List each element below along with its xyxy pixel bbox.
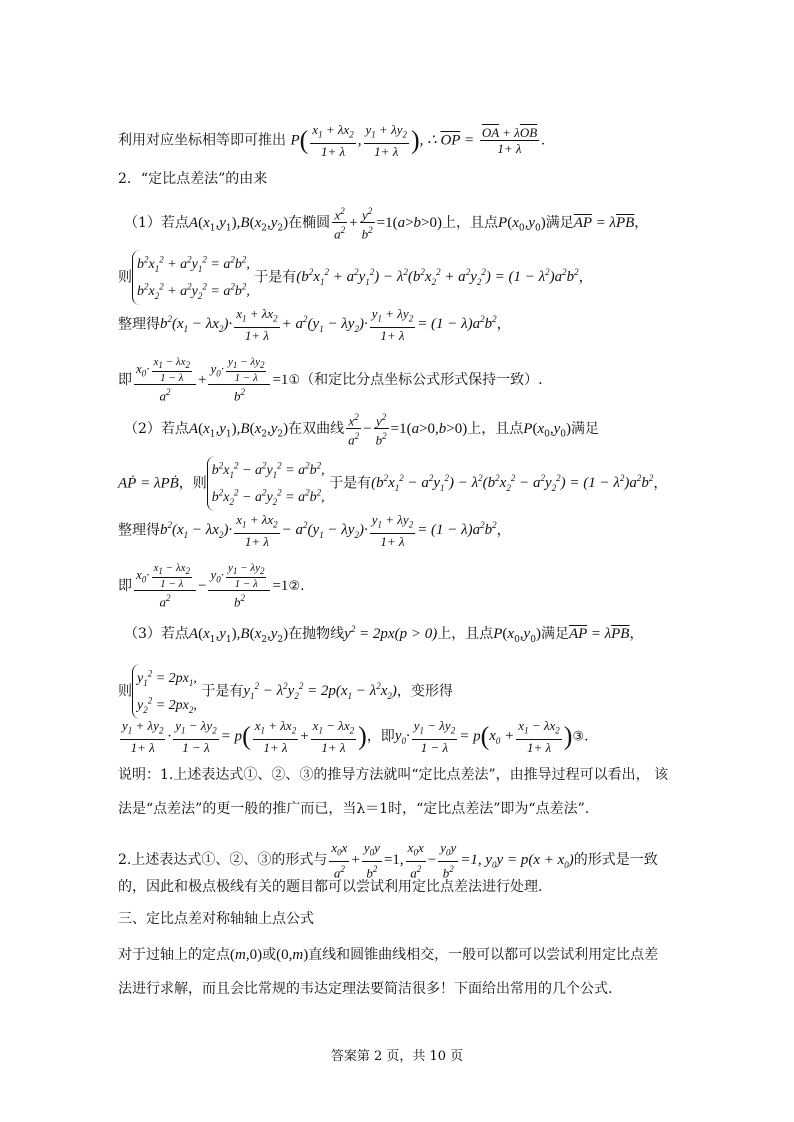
- text: 于是有: [201, 683, 244, 700]
- text: 则: [118, 269, 132, 286]
- text: 2.上述表达式①、②、③的形式与: [118, 851, 328, 868]
- text: 在椭圆: [288, 214, 331, 231]
- text: （1）若点: [124, 214, 189, 231]
- text: 上，且点: [442, 214, 499, 231]
- text: 上，且点: [437, 626, 494, 642]
- note-4: 的，因此和极点极线有关的题目都可以尝试利用定比点差法进行处理.: [118, 879, 543, 895]
- line-7: （2）若点$A(x_1,y_1),B(x_2,y_2)$在双曲线 $\frac{x^2}{a^2}$ − $\frac{y^2}{b^2}$ =1(a>0,b>0)上，且点$P(x_0,y_0)$满足: [124, 412, 599, 448]
- text: 对于过轴上的定点: [118, 947, 230, 963]
- line-6: 即 $x_0\cdot$ $\frac{x_1 - \lambda x_2}{1 - \lambda}$ $a^2$ + $y_0\cdot$ $\frac{y_1 - \lambda y_2}{1 - \lambda}$ $b^2$ =1①（和定比分点坐标公式形式保持一致）.: [118, 356, 543, 404]
- page-footer: 答案第 2 页，共 10 页: [330, 1049, 464, 1064]
- text: 整理得: [118, 522, 160, 539]
- text: 在双曲线: [288, 420, 345, 437]
- text: 的形式是一致: [573, 851, 658, 868]
- para-2: 法进行求解，而且会比常规的韦达定理法要简洁很多！下面给出常用的几个公式.: [118, 981, 613, 997]
- text: 满足: [540, 626, 569, 642]
- text: 满足: [571, 420, 599, 437]
- line-10: 即 $x_0\cdot$ $\frac{x_1 - \lambda x_2}{1 - \lambda}$ $a^2$ − $y_0\cdot$ $\frac{y_1 - \lambda y_2}{1 - \lambda}$ $b^2$ =1②.: [118, 562, 305, 610]
- text: 则: [118, 683, 132, 700]
- text: 在抛物线: [288, 626, 345, 642]
- para-1: 对于过轴上的定点(m,0)或(0,m)直线和圆锥曲线相交，一般可以都可以尝试利用定比点差: [118, 947, 659, 963]
- text: （3）若点: [124, 626, 189, 642]
- text: 上，且点: [467, 420, 524, 437]
- note-2: 法是“点差法”的更一般的推广而已，当λ＝1时，“定比点差法”即为“点差法”.: [118, 801, 590, 817]
- text: ，变形得: [396, 683, 453, 700]
- text: 于是有: [329, 475, 372, 492]
- text: ，则: [178, 475, 207, 492]
- line-1: 利用对应坐标相等即可推出 P( $\frac{x_1 + \lambda x_2}{1+ \lambda}$ , $\frac{y_1 + \lambda y_2}{1+ \lambda}$ ), ∴ $\overline{OP}$ = $\frac{\overline{OA} + \lambda\overline{OB}}{1+ \lambda}$ .: [118, 122, 545, 159]
- line-12: 则$y_1^2 = 2px_1$, $y_2^2 = 2px_2$, 于是有$y_1^2 - \lambda^2y_2^2 = 2p(x_1 - \lambda^2x_2)$，变形得: [118, 664, 453, 719]
- text: （和定比分点坐标公式形式保持一致）.: [300, 371, 543, 388]
- line-13: $\frac{y_1 + \lambda y_2}{1+ \lambda}$ · $\frac{y_1 - \lambda y_2}{1 - \lambda}$ = p( $\frac{x_1 + \lambda x_2}{1+ \lambda}$ + $\frac{x_1 - \lambda x_2}{1+ \lambda}$ )，即$y_0\cdot$ $\frac{y_1 - \lambda y_2}{1 - \lambda}$ = $p(x_0$ + $\frac{x_1 - \lambda x_2}{1+ \lambda}$ )③.: [122, 718, 589, 755]
- text: 或: [262, 947, 277, 963]
- line-9: 整理得$b^2(x_1 - \lambda x_2)\cdot$ $\frac{x_1 + \lambda x_2}{1+ \lambda}$ − $a^2(y_1 - \lambda y_2)\cdot$ $\frac{y_1 + \lambda y_2}{1+ \lambda}$ = $(1 - \lambda)a^2b^2$，: [118, 512, 511, 549]
- text: 即: [118, 577, 132, 594]
- line-4: 则$b^2x_1^2 + a^2y_1^2 = a^2b^2$, $b^2x_2^2 + a^2y_2^2 = a^2b^2$, 于是有$(b^2x_1^2 + a^2y_1^2) - \lambda^2(b^2x_2^2 + a^2y_2^2) = (1 - \lambda^2)a^2b^2$，: [118, 250, 593, 305]
- line-5: 整理得$b^2(x_1 - \lambda x_2)\cdot$ $\frac{x_1 + \lambda x_2}{1+ \lambda}$ + $a^2(y_1 - \lambda y_2)\cdot$ $\frac{y_1 + \lambda y_2}{1+ \lambda}$ = $(1 - \lambda)a^2b^2$，: [118, 306, 511, 343]
- text: 整理得: [118, 316, 160, 333]
- text: （2）若点: [124, 420, 189, 437]
- formula-point-p: P: [290, 132, 300, 149]
- line-11: （3）若点$A(x_1,y_1),B(x_2,y_2)$在抛物线$y^2 = 2px(p > 0)$上，且点$P(x_0,y_0)$满足$\overline{AP} = \lambda\overline{PB}$，: [124, 624, 644, 645]
- section-heading-3: 三、定比点差对称轴轴上点公式: [118, 911, 314, 927]
- note-1: 说明：1.上述表达式①、②、③的推导方法就叫“定比点差法”，由推导过程可以看出， 该: [118, 767, 669, 783]
- text: 满足: [545, 214, 574, 231]
- text: ，即: [366, 728, 395, 745]
- text: 利用对应坐标相等即可推出: [118, 132, 286, 149]
- note-3: 2.上述表达式①、②、③的形式与 $\frac{x_0x}{a^2}$ + $\frac{y_0y}{b^2}$ =1, $\frac{x_0x}{a^2}$ − $\frac{y_0y}{b^2}$ =1, $y_0y = p(x + x_0)$的形式是一致: [118, 840, 658, 880]
- line-8: AṖ = λPḂ，则$b^2x_1^2 - a^2y_1^2 = a^2b^2$, $b^2x_2^2 - a^2y_2^2 = a^2b^2$, 于是有$(b^2x_1^2 - a^2y_1^2) - \lambda^2(b^2x_2^2 - a^2y_2^2) = (1 - \lambda^2)a^2b^2$，: [118, 456, 667, 511]
- line-3: （1）若点$A(x_1,y_1),B(x_2,y_2)$在椭圆 $\frac{x^2}{a^2}$ + $\frac{y^2}{b^2}$ =1(a>b>0)上，且点$P(x_0,y_0)$满足$\overline{AP} = \lambda\overline{PB}$，: [124, 206, 649, 242]
- text: 于是有: [254, 269, 297, 286]
- text: 即: [118, 371, 132, 388]
- text: 直线和圆锥曲线相交，一般可以都可以尝试利用定比点差: [308, 947, 659, 963]
- section-heading-2: 2．“定比点差法”的由来: [118, 171, 268, 187]
